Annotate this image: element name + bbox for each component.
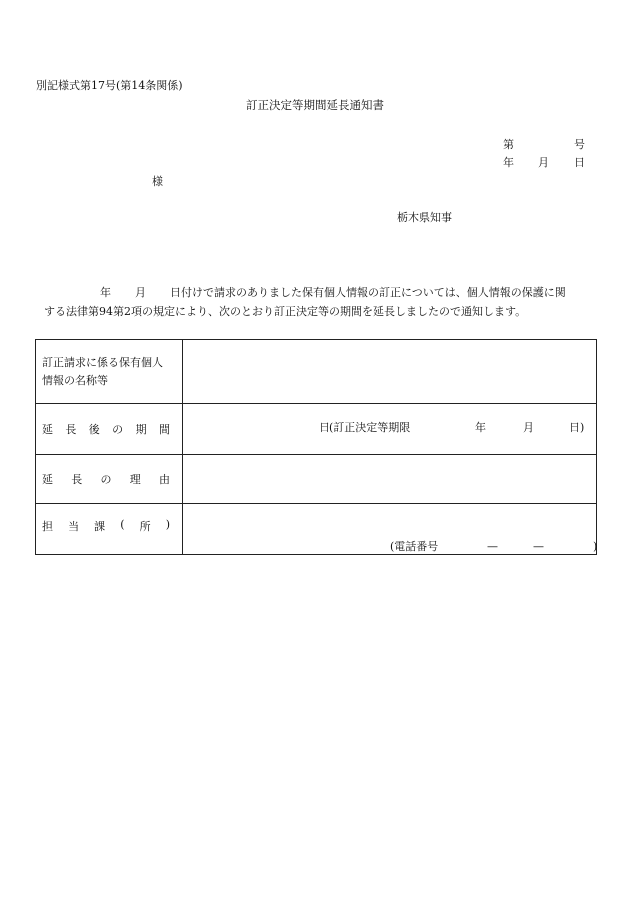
phone-dash-2: — [533, 540, 544, 553]
period-year: 年 [475, 421, 486, 434]
label-info-name-line2: 情報の名称等 [42, 373, 108, 387]
label-info-name [36, 340, 183, 404]
label-char: ) [165, 518, 170, 531]
sender-name: 栃木県知事 [397, 211, 452, 224]
table-row-info-name [36, 340, 597, 404]
label-char: 長 [65, 423, 77, 436]
label-department [36, 504, 183, 555]
value-department [183, 504, 597, 555]
form-number-label: 別記様式第17号(第14条関係) [36, 79, 183, 92]
label-info-name-line1: 訂正請求に係る保有個人 [42, 355, 163, 369]
label-char: の [112, 423, 124, 436]
label-char: 延 [42, 473, 53, 486]
label-char: 後 [88, 423, 100, 436]
body-year: 年 [100, 286, 111, 299]
label-char: 所 [139, 520, 151, 533]
date-day: 日 [574, 156, 585, 169]
value-extended-period [183, 404, 597, 455]
notice-line-2: する法律第94第2項の規定により、次のとおり訂正決定等の期間を延長しましたので通知します。 [44, 305, 527, 318]
label-char: 延 [42, 423, 53, 436]
body-line1-rest: 日付けで請求のありました保有個人情報の訂正については、個人情報の保護に関 [170, 286, 566, 299]
period-day: 日 [319, 421, 330, 434]
recipient-honorific: 様 [152, 175, 163, 188]
label-char: 長 [71, 473, 83, 486]
body-month: 月 [135, 286, 146, 299]
label-char: 課 [94, 520, 106, 533]
phone-label: (電話番号 [390, 540, 439, 553]
label-char: 担 [42, 520, 53, 533]
notice-line-1 [100, 287, 566, 298]
period-day-close: 日) [569, 421, 585, 434]
label-char: 間 [158, 423, 170, 436]
label-char: の [100, 473, 112, 486]
extension-table [35, 339, 597, 555]
period-month: 月 [523, 421, 534, 434]
date-year: 年 [503, 156, 514, 169]
label-char: ( [120, 518, 125, 531]
label-char: 期 [135, 423, 147, 436]
value-reason [183, 455, 597, 504]
label-char: 理 [129, 473, 141, 486]
phone-dash-1: — [487, 540, 498, 553]
doc-number-suffix: 号 [574, 138, 585, 151]
period-deadline-label: (訂正決定等期限 [329, 421, 411, 434]
table-row-extended-period [36, 404, 597, 455]
label-reason [36, 455, 183, 504]
doc-number-prefix: 第 [503, 138, 514, 151]
label-char: 当 [68, 520, 80, 533]
value-info-name [183, 340, 597, 404]
label-char: 由 [159, 473, 170, 486]
label-extended-period [36, 404, 183, 455]
document-title: 訂正決定等期間延長通知書 [246, 98, 384, 112]
table-row-department [36, 504, 597, 555]
phone-paren-close: ) [593, 540, 598, 553]
table-row-reason [36, 455, 597, 504]
date-month: 月 [538, 156, 549, 169]
